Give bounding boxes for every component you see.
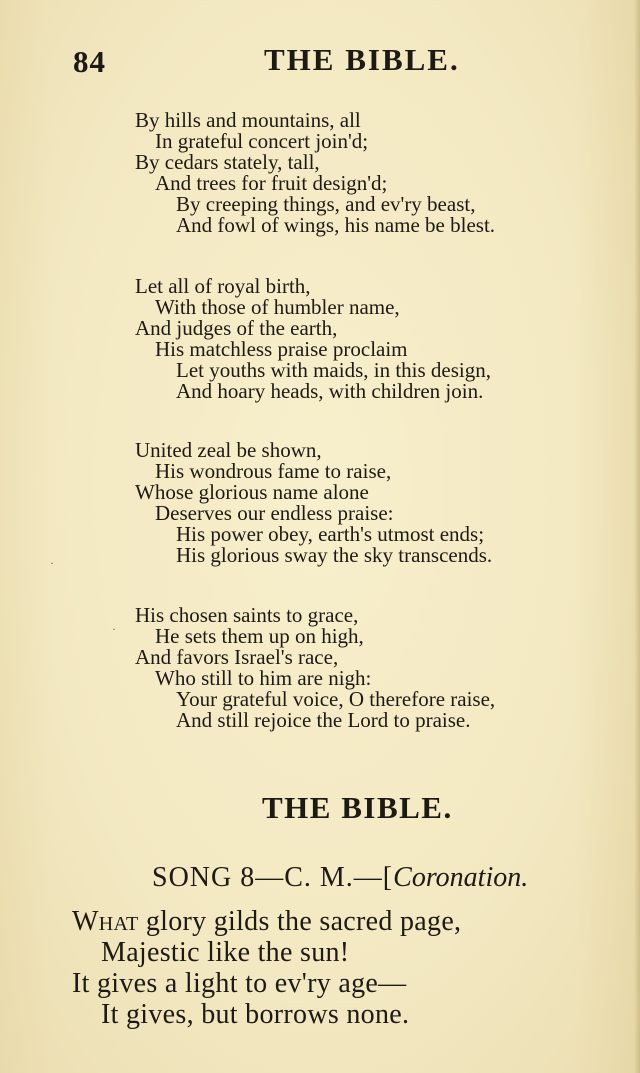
verse-line: His power obey, earth's utmost ends;: [176, 522, 485, 546]
verse-line: United zeal be shown,: [135, 438, 322, 462]
song-heading: [152, 862, 528, 894]
verse-line: And trees for fruit design'd;: [155, 171, 388, 195]
verse-line: And favors Israel's race,: [135, 645, 339, 669]
page-number: 84: [73, 44, 106, 79]
hymn-line-text: glory gilds the sacred page,: [138, 906, 462, 937]
tune-name: Coronation.: [393, 862, 529, 893]
paper-speck: ·: [50, 556, 54, 570]
verse-line: And fowl of wings, his name be blest.: [176, 213, 496, 237]
running-title: THE BIBLE.: [264, 42, 460, 77]
verse-line: Your grateful voice, O therefore raise,: [176, 687, 496, 711]
verse-line: His matchless praise proclaim: [155, 337, 408, 361]
verse-line: Whose glorious name alone: [135, 480, 369, 504]
first-word: What: [72, 906, 139, 937]
verse-line: Let youths with maids, in this design,: [176, 358, 491, 382]
verse-line: Let all of royal birth,: [135, 274, 311, 298]
verse-line: Who still to him are nigh:: [155, 666, 372, 690]
song-meter: SONG 8—C. M.—[: [152, 862, 394, 893]
page-edge-shadow: [634, 0, 640, 1073]
hymn-line: It gives, but borrows none.: [101, 999, 410, 1030]
verse-line: His glorious sway the sky transcends.: [176, 543, 493, 567]
verse-line: By hills and mountains, all: [135, 108, 361, 132]
verse-line: He sets them up on high,: [155, 624, 364, 648]
hymn-line: It gives a light to ev'ry age—: [72, 968, 407, 999]
verse-line: His wondrous fame to raise,: [155, 459, 392, 483]
verse-line: With those of humbler name,: [155, 295, 400, 319]
paper-speck: ·: [112, 622, 116, 636]
verse-line: In grateful concert join'd;: [155, 129, 369, 153]
verse-line: And hoary heads, with children join.: [176, 379, 484, 403]
verse-line: And still rejoice the Lord to praise.: [176, 708, 471, 732]
hymn-line: Majestic like the sun!: [101, 937, 350, 968]
hymn-line: [72, 908, 461, 936]
verse-line: And judges of the earth,: [135, 316, 338, 340]
verse-line: By cedars stately, tall,: [135, 150, 320, 174]
verse-line: Deserves our endless praise:: [155, 501, 394, 525]
verse-line: His chosen saints to grace,: [135, 603, 359, 627]
verse-line: By creeping things, and ev'ry beast,: [176, 192, 476, 216]
section-title: THE BIBLE.: [262, 790, 453, 825]
